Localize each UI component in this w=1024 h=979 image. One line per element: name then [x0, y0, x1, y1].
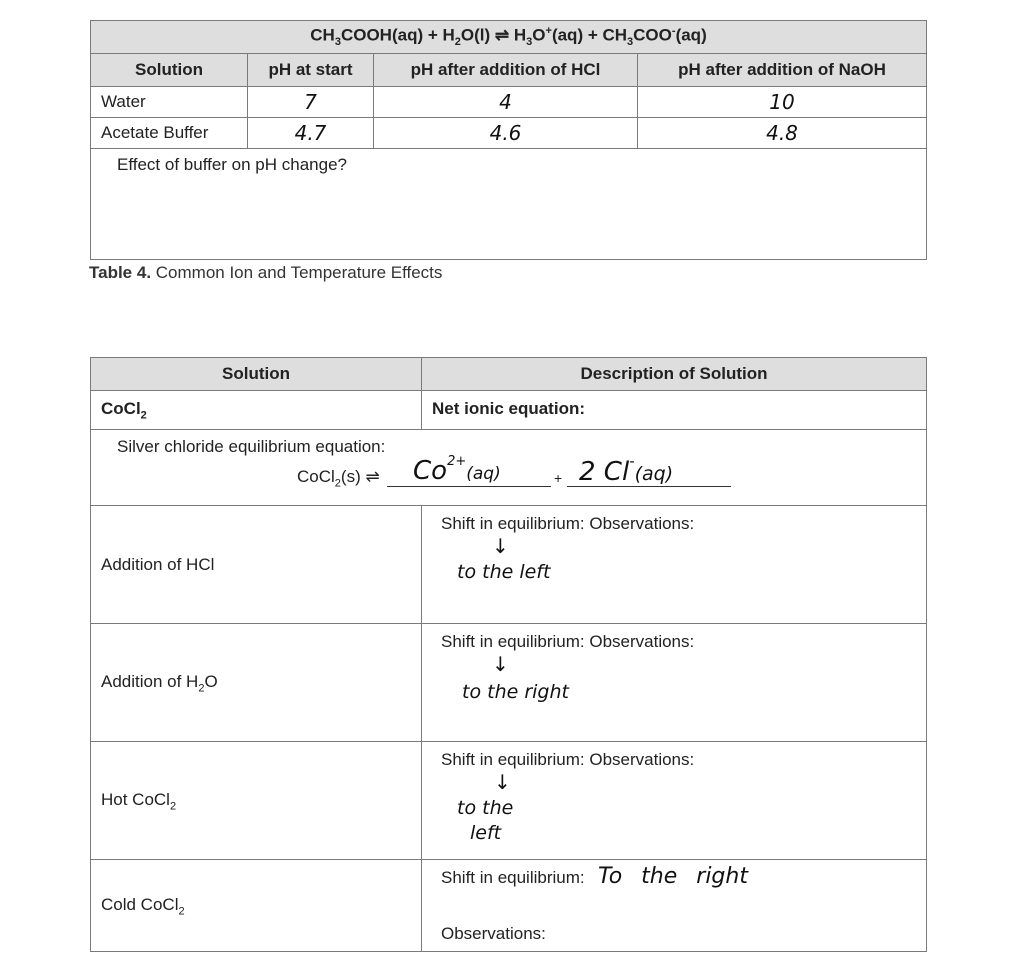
row-label: Acetate Buffer [91, 118, 248, 149]
effect-question: Effect of buffer on pH change? [91, 149, 927, 260]
shift-observations-label: Shift in equilibrium: Observations: [441, 514, 695, 534]
down-arrow-icon: ↓ [492, 534, 509, 559]
net-ionic-label: Net ionic equation: [422, 391, 927, 430]
hw-cobalt: $Co^{2+}(aq)$ [413, 454, 501, 487]
buffer-ph-table [90, 20, 927, 260]
table-caption: Table 4. Common Ion and Temperature Effects [89, 263, 443, 282]
table-row [91, 742, 927, 860]
table-row [91, 87, 927, 118]
hw-note: to the [457, 797, 514, 820]
hw-note: left [470, 822, 502, 845]
ph-hcl-value: 4 [374, 87, 638, 118]
equation-header: $CH_3COOH(aq) + H_2O(l)$ ⇌ $H_3O^+(aq) + CH_3COO^-(aq)$ [91, 21, 927, 54]
col-solution: Solution [91, 54, 248, 87]
hw-note: To the right [598, 864, 748, 890]
row-label: Cold CoCl$_2$ [91, 860, 422, 952]
silver-label: Silver chloride equilibrium equation: [117, 437, 386, 457]
silver-equation-row [91, 430, 927, 506]
ph-naoh-value: 10 [638, 87, 927, 118]
hw-chloride: 2 Cl-(aq) [579, 452, 674, 488]
col-ph-naoh: pH after addition of NaOH [638, 54, 927, 87]
row-label: Addition of $H_2O$ [91, 624, 422, 742]
col-ph-start: pH at start [248, 54, 374, 87]
col-description: Description of Solution [422, 358, 927, 391]
hw-note: to the left [457, 561, 551, 584]
shift-observations-label: Shift in equilibrium: Observations: [441, 750, 695, 770]
down-arrow-icon: ↓ [492, 652, 509, 677]
cocl2-label: CoCl$_2$ [91, 391, 422, 430]
silver-eq-lhs: CoCl$_2$(s) ⇌ [297, 467, 380, 490]
table-row [91, 624, 927, 742]
row-label: Hot CoCl$_2$ [91, 742, 422, 860]
table-row [91, 118, 927, 149]
ph-hcl-value: 4.6 [374, 118, 638, 149]
ph-naoh-value: 4.8 [638, 118, 927, 149]
down-arrow-icon: ↓ [494, 770, 511, 795]
row-label: Water [91, 87, 248, 118]
ph-start-value: 7 [248, 87, 374, 118]
observations-label: Observations: [441, 924, 546, 944]
plus-sign: + [554, 470, 563, 487]
shift-label: Shift in equilibrium: [441, 868, 585, 888]
col-ph-hcl: pH after addition of HCl [374, 54, 638, 87]
table-row [91, 506, 927, 624]
shift-observations-label: Shift in equilibrium: Observations: [441, 632, 695, 652]
col-solution: Solution [91, 358, 422, 391]
hw-note: to the right [462, 681, 569, 704]
common-ion-table [90, 357, 927, 952]
ph-start-value: 4.7 [248, 118, 374, 149]
row-label: Addition of HCl [91, 506, 422, 624]
table-row [91, 860, 927, 952]
